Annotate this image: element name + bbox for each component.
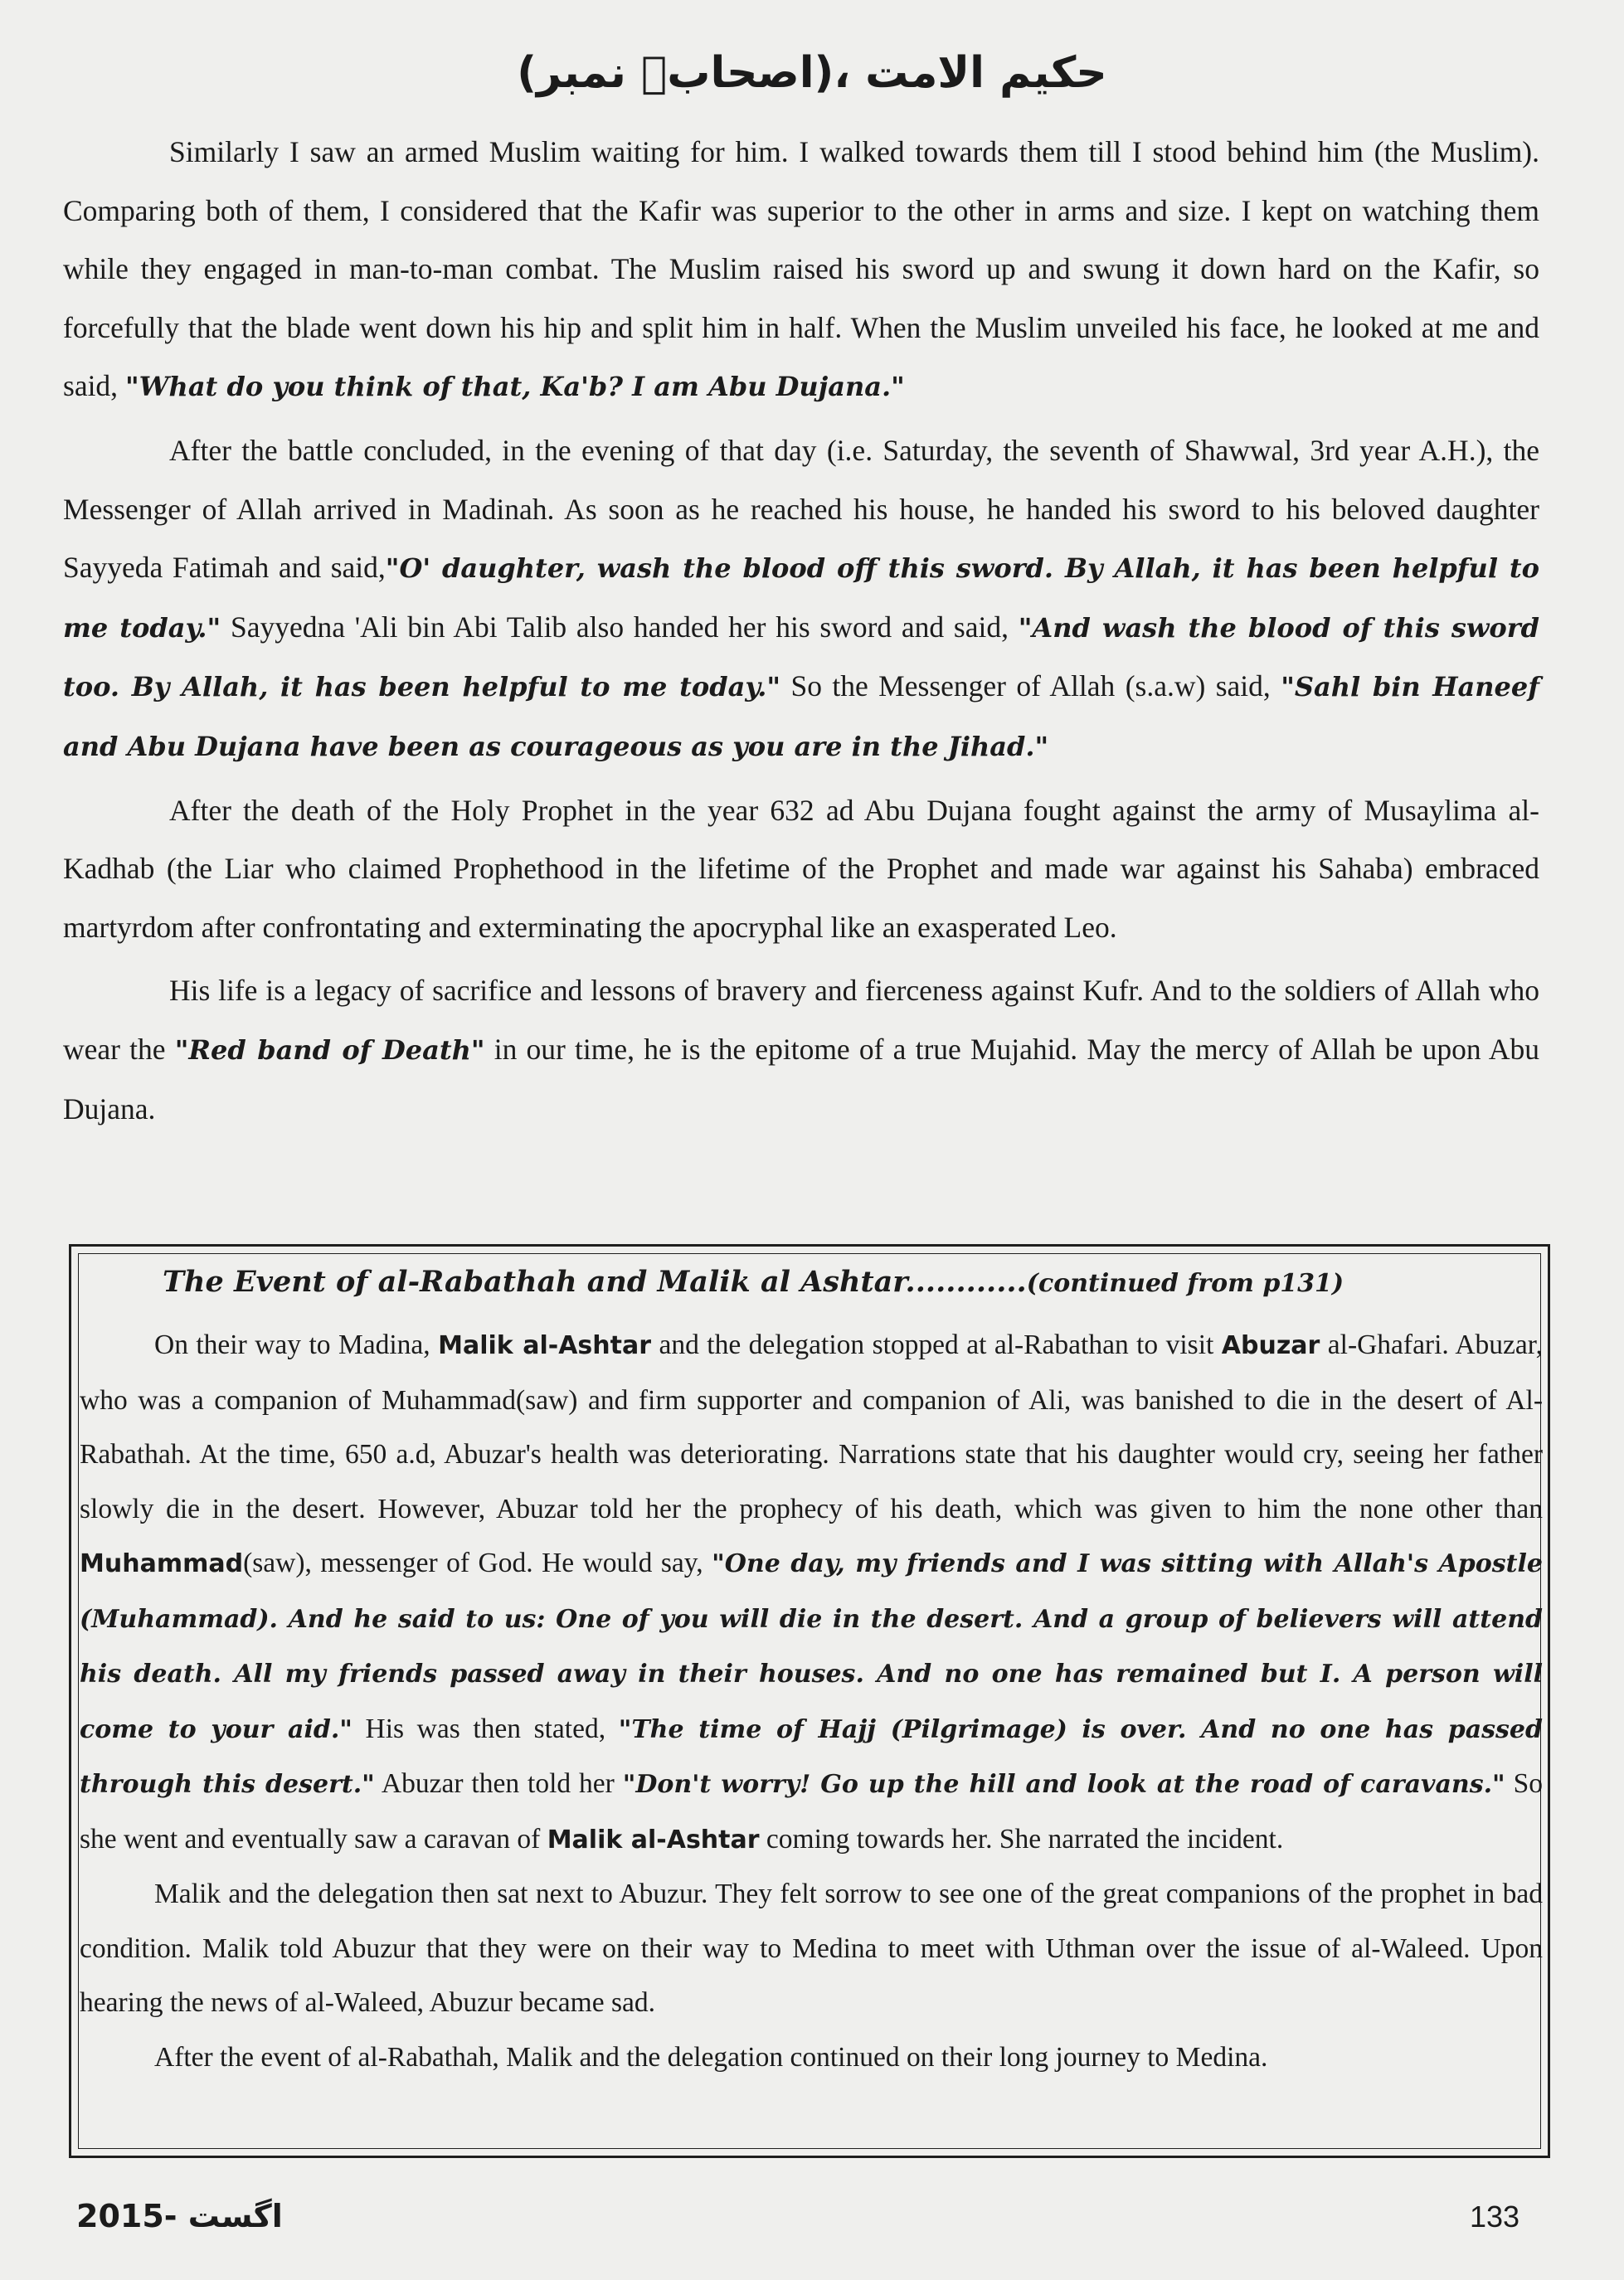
page-number: 133: [1470, 2200, 1520, 2234]
page-title: حکیم الامت ،(اصحابؓ نمبر): [517, 48, 1107, 98]
continued-note: (continued from p131): [1026, 1269, 1344, 1298]
continued-article-box: [69, 1244, 1550, 2158]
quote: "Don't worry! Go up the hill and look at the road of caravans.": [622, 1770, 1505, 1799]
quote: "And wash the blood of this sword too. By Allah, it has been helpful to me today.": [63, 611, 1539, 703]
paragraph-text: Similarly I saw an armed Muslim waiting for him. I walked towards them till I stood behind him (the Muslim). Comparing both of them, I considered that the Kafir was superior to the other in arms and size. I kept on watching them while they engaged in man-to-man combat. The Muslim raised his sword up and swung it down hard on the Kafir, so forcefully that the blade went down his hip and split him in half. When the Muslim unveiled his face, he looked at me and said,: [63, 135, 1539, 403]
footer-date: اگست -2015: [76, 2198, 283, 2234]
box-paragraph-1: [80, 1318, 1543, 1867]
quote: "What do you think of that, Ka'b? I am Abu Dujana.": [124, 371, 905, 403]
paragraph-text: His life is a legacy of sacrifice and lessons of bravery and fierceness against Kufr. And to the soldiers of Allah who wear the: [63, 974, 1539, 1066]
box-body: [80, 1318, 1543, 2084]
box-title-text: The Event of al-Rabathah and Malik al Ashtar............: [163, 1265, 1027, 1299]
box-title: [163, 1265, 1531, 1299]
article-paragraph-2: [63, 421, 1539, 776]
paragraph-text: On their way to Madina,: [154, 1330, 439, 1360]
quote: "Sahl bin Haneef and Abu Dujana have been as courageous as you are in the Jihad.": [63, 671, 1540, 762]
emphasis: "Red band of Death": [174, 1033, 485, 1066]
box-paragraph-3: After the event of al-Rabathah, Malik and the delegation continued on their long journey to Medina.: [154, 2041, 1268, 2073]
article-body: [63, 123, 1539, 1143]
article-paragraph-4: [63, 961, 1539, 1138]
bold-name: Malik al-Ashtar: [547, 1825, 760, 1855]
quote: "O' daughter, wash the blood off this sword. By Allah, it has been helpful to me today.": [63, 552, 1539, 644]
bold-name: Malik al-Ashtar: [438, 1331, 652, 1360]
paragraph-text: in our time, he is the epitome of a true Mujahid. May the mercy of Allah be upon Abu Dujana.: [63, 1032, 1540, 1125]
paragraph-text: So the Messenger of Allah (s.a.w) said,: [780, 669, 1281, 703]
bold-name: Muhammad: [80, 1549, 244, 1578]
paragraph-text: After the battle concluded, in the evening of that day (i.e. Saturday, the seventh of Shawwal, 3rd year A.H.), the Messenger of Allah arrived in Madinah. As soon as he reached his house, he handed his sword to his beloved daughter Sayyeda Fatimah and said,: [63, 433, 1539, 585]
box-paragraph-2: Malik and the delegation then sat next to Abuzur. They felt sorrow to see one of the great companions of the prophet in bad condition. Malik told Abuzur that they were on their way to Medina to meet with Uthman over the issue of al-Waleed. Upon hearing the news of al-Waleed, Abuzur became sad.: [80, 1879, 1543, 2018]
paragraph-text: His was then stated,: [352, 1713, 619, 1744]
article-paragraph-3: After the death of the Holy Prophet in the year 632 ad Abu Dujana fought against the army of Musaylima al-Kadhab (the Liar who claimed Prophethood in the lifetime of the Prophet and made war against his Sahaba) embraced martyrdom after confrontating and exterminating the apocryphal like an exasperated Leo.: [63, 793, 1539, 944]
paragraph-text: (saw), messenger of God. He would say,: [243, 1548, 712, 1578]
paragraph-text: Sayyedna 'Ali bin Abi Talib also handed her his sword and said,: [221, 610, 1019, 644]
quote: "One day, my friends and I was sitting with Allah's Apostle (Muhammad). And he said to us: One of you will die in the desert. And a group of believers will attend his death. All my friends passed away in their houses. And no one has remained but I. A person will come to your aid.": [80, 1549, 1543, 1744]
paragraph-text: Abuzar then told her: [374, 1768, 623, 1799]
quote: "The time of Hajj (Pilgrimage) is over. And no one has passed through this desert.": [80, 1714, 1543, 1799]
paragraph-text: coming towards her. She narrated the incident.: [759, 1823, 1284, 1855]
paragraph-text: So she went and eventually saw a caravan of: [80, 1768, 1543, 1855]
paragraph-text: al-Ghafari. Abuzar, who was a companion of Muhammad(saw) and firm supporter and companion of Ali, was banished to die in the desert of Al-Rabathah. At the time, 650 a.d, Abuzar's health was deteriorating. Narrations state that his daughter would cry, seeing her father slowly die in the desert. However, Abuzar told her the prophecy of his death, which was given to him the none other than: [80, 1330, 1543, 1524]
paragraph-text: and the delegation stopped at al-Rabathan to visit: [651, 1330, 1222, 1360]
article-paragraph-1: [63, 123, 1539, 416]
bold-name: Abuzar: [1221, 1331, 1320, 1360]
